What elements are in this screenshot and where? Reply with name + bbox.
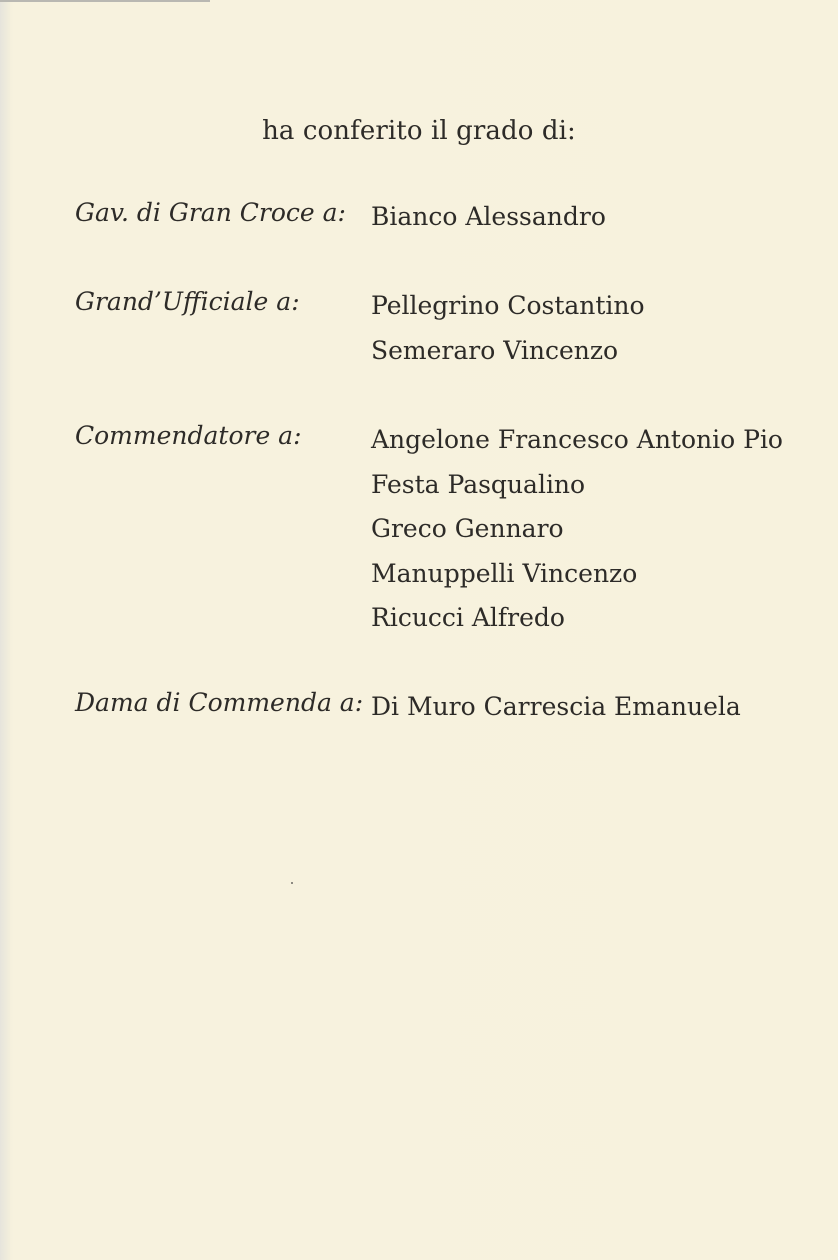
paper-left-edge	[0, 0, 10, 1260]
name-item: Pellegrino Costantino	[371, 291, 645, 320]
name-item: Di Muro Carrescia Emanuela	[371, 692, 741, 721]
names-list	[371, 195, 606, 240]
role-label: Gav. di Gran Croce a:	[75, 198, 346, 227]
name-item: Festa Pasqualino	[371, 469, 586, 499]
role-label: Grand’Ufficiale a:	[75, 287, 300, 316]
name-item: Angelone Francesco Antonio Pio	[371, 425, 783, 454]
document-heading: ha conferito il grado di:	[262, 116, 576, 146]
name-item: Ricucci Alfredo	[371, 603, 565, 632]
names-list	[371, 284, 645, 373]
paper-top-edge	[0, 0, 210, 2]
name-item: Semeraro Vincenzo	[371, 335, 619, 365]
name-item: Manuppelli Vincenzo	[371, 558, 638, 588]
names-list	[371, 418, 783, 641]
role-label: Dama di Commenda a:	[75, 688, 364, 717]
paper-speck	[291, 882, 293, 884]
names-list	[371, 685, 741, 730]
role-label: Commendatore a:	[75, 421, 302, 450]
name-item: Bianco Alessandro	[371, 202, 606, 231]
name-item: Greco Gennaro	[371, 514, 564, 543]
